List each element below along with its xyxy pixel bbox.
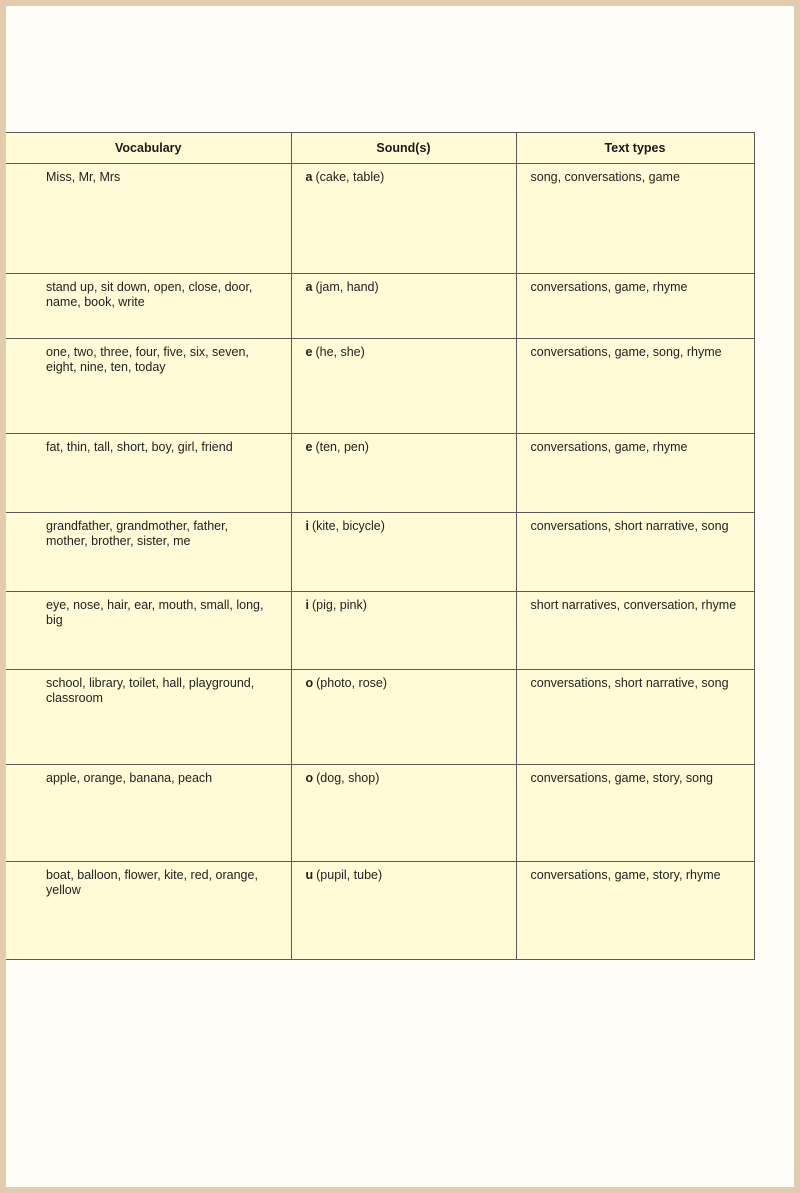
sound-cell (291, 339, 516, 434)
vocabulary-header: Vocabulary (6, 133, 291, 164)
sound-letter: u (305, 868, 314, 882)
table-row (6, 513, 754, 592)
text-types-cell: conversations, short narrative, song (516, 513, 754, 592)
text-types-cell: song, conversations, game (516, 164, 754, 274)
table-row (6, 164, 754, 274)
table-header (6, 133, 754, 164)
vocabulary-cell: eye, nose, hair, ear, mouth, small, long, big (6, 592, 291, 670)
vocabulary-cell: school, library, toilet, hall, playground, classroom (6, 670, 291, 765)
sound-letter: a (305, 280, 313, 294)
sound-examples: (pig, pink) (311, 598, 367, 612)
vocabulary-cell: one, two, three, four, five, six, seven, eight, nine, ten, today (6, 339, 291, 434)
table-row (6, 339, 754, 434)
vocabulary-cell: fat, thin, tall, short, boy, girl, friend (6, 434, 291, 513)
sound-letter: e (305, 345, 313, 359)
text-types-cell: conversations, game, rhyme (516, 434, 754, 513)
table-row (6, 670, 754, 765)
table-row (6, 592, 754, 670)
text-types-cell: short narratives, conversation, rhyme (516, 592, 754, 670)
sound-letter: i (305, 519, 309, 533)
sound-cell (291, 670, 516, 765)
syllabus-table (6, 132, 755, 960)
table-row (6, 862, 754, 960)
sound-cell (291, 434, 516, 513)
text-types-header: Text types (516, 133, 754, 164)
sound-letter: a (305, 170, 313, 184)
sound-examples: (ten, pen) (315, 440, 369, 454)
sounds-header: Sound(s) (291, 133, 516, 164)
sound-cell (291, 862, 516, 960)
sound-letter: o (305, 676, 314, 690)
table-row (6, 765, 754, 862)
text-types-cell: conversations, game, story, song (516, 765, 754, 862)
text-types-cell: conversations, game, story, rhyme (516, 862, 754, 960)
sound-cell (291, 164, 516, 274)
text-types-cell: conversations, short narrative, song (516, 670, 754, 765)
table-body (6, 164, 754, 960)
sound-cell (291, 765, 516, 862)
sound-cell (291, 274, 516, 339)
vocabulary-cell: apple, orange, banana, peach (6, 765, 291, 862)
text-types-cell: conversations, game, rhyme (516, 274, 754, 339)
sound-examples: (dog, shop) (316, 771, 380, 785)
vocabulary-cell: grandfather, grandmother, father, mother, brother, sister, me (6, 513, 291, 592)
sound-letter: i (305, 598, 309, 612)
vocabulary-cell: Miss, Mr, Mrs (6, 164, 291, 274)
sound-letter: o (305, 771, 314, 785)
sound-letter: e (305, 440, 313, 454)
sound-examples: (jam, hand) (315, 280, 379, 294)
sound-examples: (pupil, tube) (316, 868, 383, 882)
vocabulary-cell: stand up, sit down, open, close, door, name, book, write (6, 274, 291, 339)
sound-examples: (photo, rose) (316, 676, 388, 690)
table-row (6, 274, 754, 339)
sound-examples: (kite, bicycle) (311, 519, 385, 533)
sound-examples: (he, she) (315, 345, 365, 359)
vocabulary-cell: boat, balloon, flower, kite, red, orange, yellow (6, 862, 291, 960)
sound-examples: (cake, table) (315, 170, 385, 184)
sound-cell (291, 592, 516, 670)
text-types-cell: conversations, game, song, rhyme (516, 339, 754, 434)
header-row (6, 133, 754, 164)
table-row (6, 434, 754, 513)
sound-cell (291, 513, 516, 592)
